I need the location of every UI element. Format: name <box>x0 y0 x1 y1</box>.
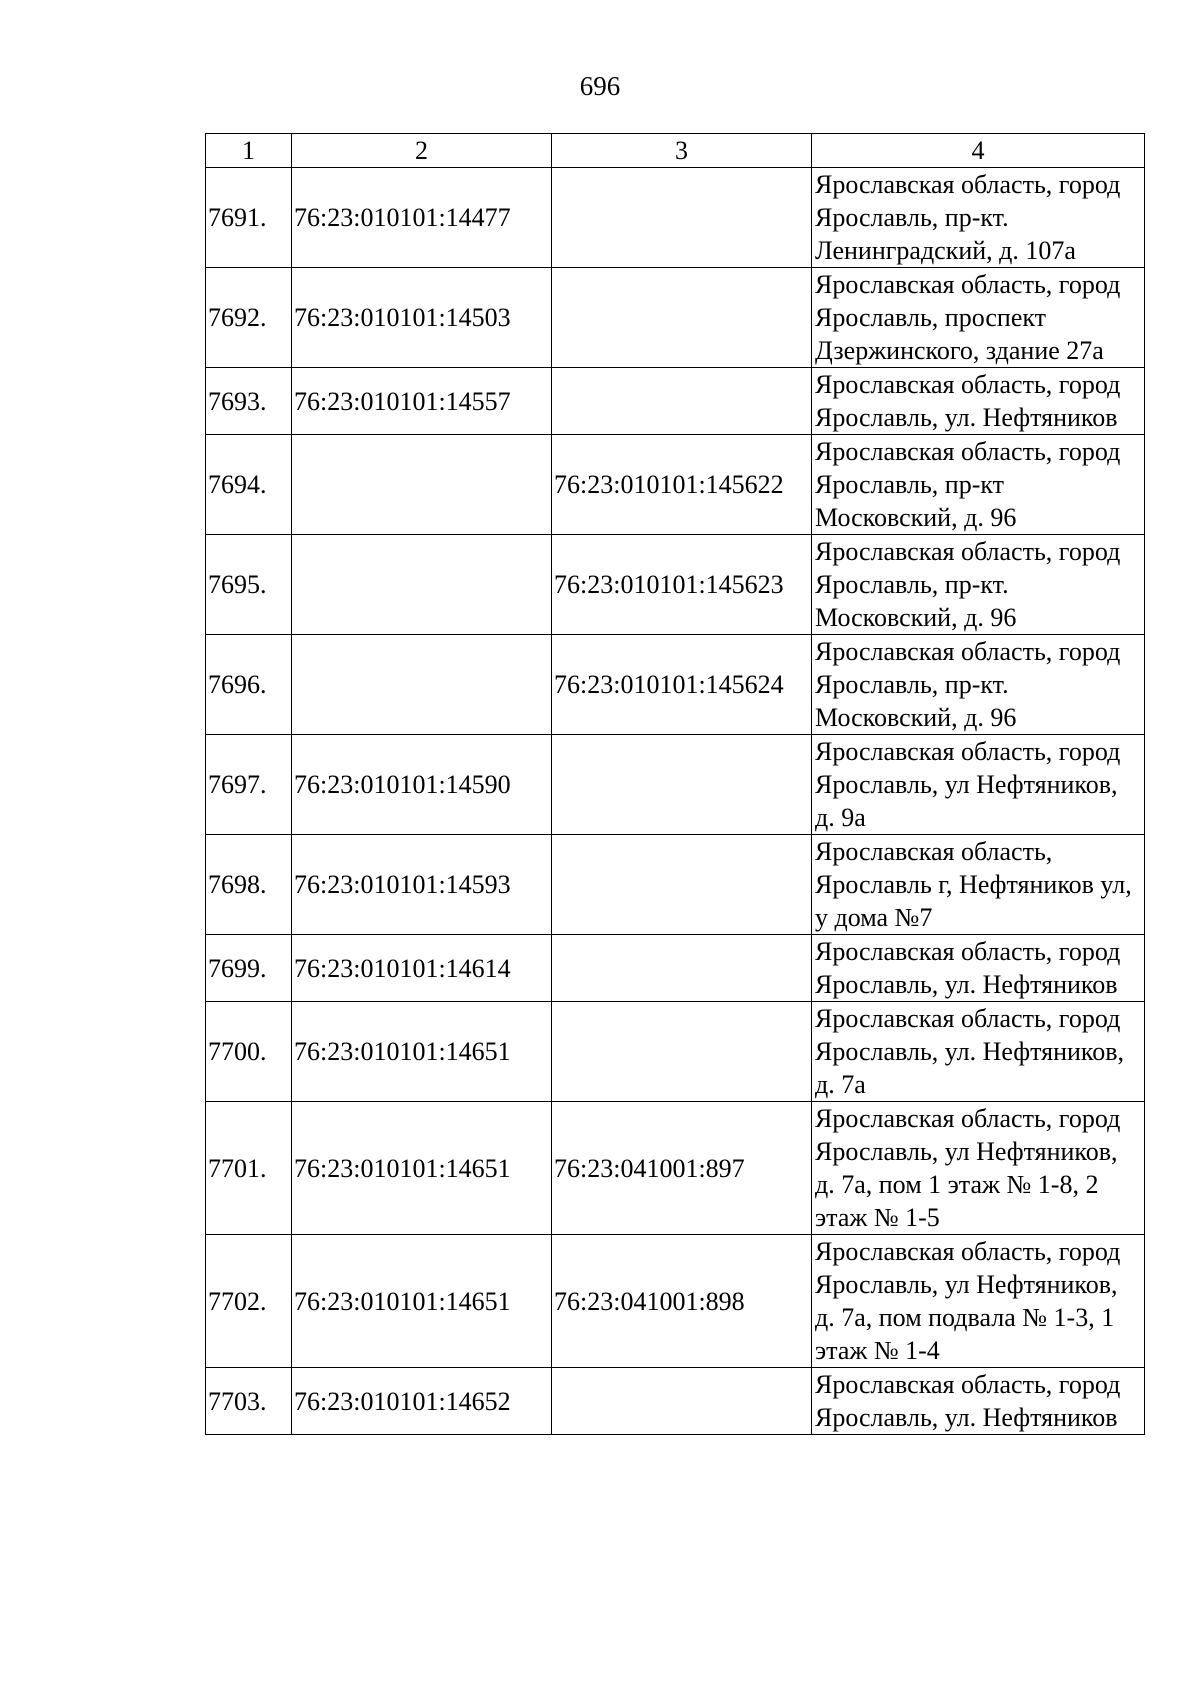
row-number-cell: 7697. <box>206 735 292 835</box>
address-cell: Ярославская область, город Ярославль, пр-кт. Московский, д. 96 <box>812 535 1145 635</box>
address-cell: Ярославская область, город Ярославль, проспект Дзержинского, здание 27а <box>812 268 1145 368</box>
table-row <box>206 168 1145 268</box>
object-cadastral-number-cell <box>552 368 812 435</box>
address-cell: Ярославская область, город Ярославль, ул. Нефтяников <box>812 1368 1145 1435</box>
row-number-cell: 7702. <box>206 1235 292 1368</box>
address-cell: Ярославская область, город Ярославль, ул Нефтяников, д. 7а, пом подвала № 1-3, 1 этаж № 1-4 <box>812 1235 1145 1368</box>
table-row <box>206 835 1145 935</box>
address-cell: Ярославская область, город Ярославль, ул Нефтяников, д. 7а, пом 1 этаж № 1-8, 2 этаж № 1-5 <box>812 1102 1145 1235</box>
address-cell: Ярославская область, город Ярославль, ул. Нефтяников, д. 7а <box>812 1002 1145 1102</box>
table-row <box>206 1235 1145 1368</box>
row-number-cell: 7698. <box>206 835 292 935</box>
row-number-cell: 7701. <box>206 1102 292 1235</box>
address-cell: Ярославская область, город Ярославль, ул. Нефтяников <box>812 935 1145 1002</box>
address-cell: Ярославская область, город Ярославль, пр-кт. Ленинградский, д. 107а <box>812 168 1145 268</box>
address-cell: Ярославская область, город Ярославль, ул. Нефтяников <box>812 368 1145 435</box>
row-number-cell: 7694. <box>206 435 292 535</box>
row-number-cell: 7691. <box>206 168 292 268</box>
column-header-1: 1 <box>206 134 292 168</box>
table-row <box>206 1102 1145 1235</box>
cadastral-number-cell: 76:23:010101:14651 <box>292 1002 552 1102</box>
row-number-cell: 7700. <box>206 1002 292 1102</box>
object-cadastral-number-cell <box>552 935 812 1002</box>
cadastral-number-cell: 76:23:010101:14503 <box>292 268 552 368</box>
cadastral-number-cell: 76:23:010101:14557 <box>292 368 552 435</box>
object-cadastral-number-cell: 76:23:041001:898 <box>552 1235 812 1368</box>
cadastral-number-cell <box>292 535 552 635</box>
row-number-cell: 7692. <box>206 268 292 368</box>
page-number: 696 <box>579 71 621 101</box>
cadastral-number-cell <box>292 435 552 535</box>
cadastral-number-cell <box>292 635 552 735</box>
object-cadastral-number-cell: 76:23:041001:897 <box>552 1102 812 1235</box>
row-number-cell: 7695. <box>206 535 292 635</box>
object-cadastral-number-cell: 76:23:010101:145622 <box>552 435 812 535</box>
table-row <box>206 535 1145 635</box>
cadastral-number-cell: 76:23:010101:14590 <box>292 735 552 835</box>
address-cell: Ярославская область, город Ярославль, ул Нефтяников, д. 9а <box>812 735 1145 835</box>
address-cell: Ярославская область, Ярославль г, Нефтяников ул, у дома №7 <box>812 835 1145 935</box>
object-cadastral-number-cell: 76:23:010101:145623 <box>552 535 812 635</box>
row-number-cell: 7703. <box>206 1368 292 1435</box>
object-cadastral-number-cell: 76:23:010101:145624 <box>552 635 812 735</box>
object-cadastral-number-cell <box>552 1368 812 1435</box>
object-cadastral-number-cell <box>552 735 812 835</box>
table-row <box>206 1368 1145 1435</box>
object-cadastral-number-cell <box>552 835 812 935</box>
cadastral-number-cell: 76:23:010101:14651 <box>292 1102 552 1235</box>
object-cadastral-number-cell <box>552 168 812 268</box>
row-number-cell: 7699. <box>206 935 292 1002</box>
cadastral-number-cell: 76:23:010101:14651 <box>292 1235 552 1368</box>
registry-table <box>205 133 1145 1435</box>
table-row <box>206 935 1145 1002</box>
cadastral-number-cell: 76:23:010101:14652 <box>292 1368 552 1435</box>
table-header-row <box>206 134 1145 168</box>
column-header-3: 3 <box>552 134 812 168</box>
table-row <box>206 735 1145 835</box>
table-row <box>206 1002 1145 1102</box>
table-row <box>206 435 1145 535</box>
address-cell: Ярославская область, город Ярославль, пр-кт. Московский, д. 96 <box>812 635 1145 735</box>
cadastral-number-cell: 76:23:010101:14477 <box>292 168 552 268</box>
table-row <box>206 635 1145 735</box>
cadastral-number-cell: 76:23:010101:14593 <box>292 835 552 935</box>
object-cadastral-number-cell <box>552 268 812 368</box>
column-header-4: 4 <box>812 134 1145 168</box>
row-number-cell: 7693. <box>206 368 292 435</box>
cadastral-number-cell: 76:23:010101:14614 <box>292 935 552 1002</box>
row-number-cell: 7696. <box>206 635 292 735</box>
address-cell: Ярославская область, город Ярославль, пр-кт Московский, д. 96 <box>812 435 1145 535</box>
column-header-2: 2 <box>292 134 552 168</box>
table-row <box>206 368 1145 435</box>
object-cadastral-number-cell <box>552 1002 812 1102</box>
table-row <box>206 268 1145 368</box>
